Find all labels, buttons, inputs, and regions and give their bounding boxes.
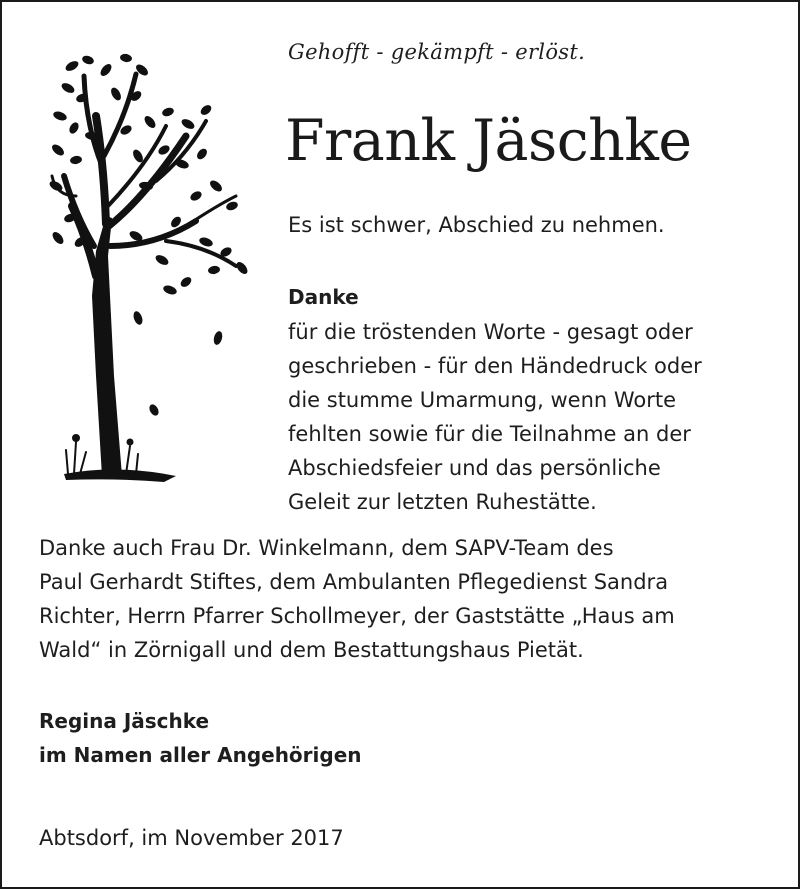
thanks-line: die stumme Umarmung, wenn Worte	[288, 388, 677, 412]
signature-name: Regina Jäschke	[39, 709, 210, 733]
motto-line: Gehofft - gekämpft - erlöst.	[288, 40, 586, 64]
tree-with-falling-leaves-icon	[46, 46, 256, 496]
further-thanks-line: Richter, Herrn Pfarrer Schollmeyer, der Gaststätte „Haus am	[39, 604, 675, 628]
further-thanks-line: Wald“ in Zörnigall und dem Bestattungshaus Pietät.	[39, 638, 584, 662]
further-thanks-line: Danke auch Frau Dr. Winkelmann, dem SAPV-Team des	[39, 536, 614, 560]
thanks-line: für die tröstenden Worte - gesagt oder	[288, 320, 693, 344]
thanks-line: fehlten sowie für die Teilnahme an der	[288, 422, 691, 446]
thanks-line: Abschiedsfeier und das persönliche	[288, 456, 661, 480]
thanks-line: geschrieben - für den Händedruck oder	[288, 354, 702, 378]
thanks-line: Geleit zur letzten Ruhestätte.	[288, 490, 597, 514]
deceased-name: Frank Jäschke	[285, 108, 692, 174]
signature-subtitle: im Namen aller Angehörigen	[39, 743, 362, 767]
intro-line: Es ist schwer, Abschied zu nehmen.	[288, 213, 665, 237]
thanks-heading: Danke	[288, 285, 359, 309]
further-thanks-line: Paul Gerhardt Stiftes, dem Ambulanten Pflegedienst Sandra	[39, 570, 669, 594]
place-date: Abtsdorf, im November 2017	[39, 826, 344, 850]
